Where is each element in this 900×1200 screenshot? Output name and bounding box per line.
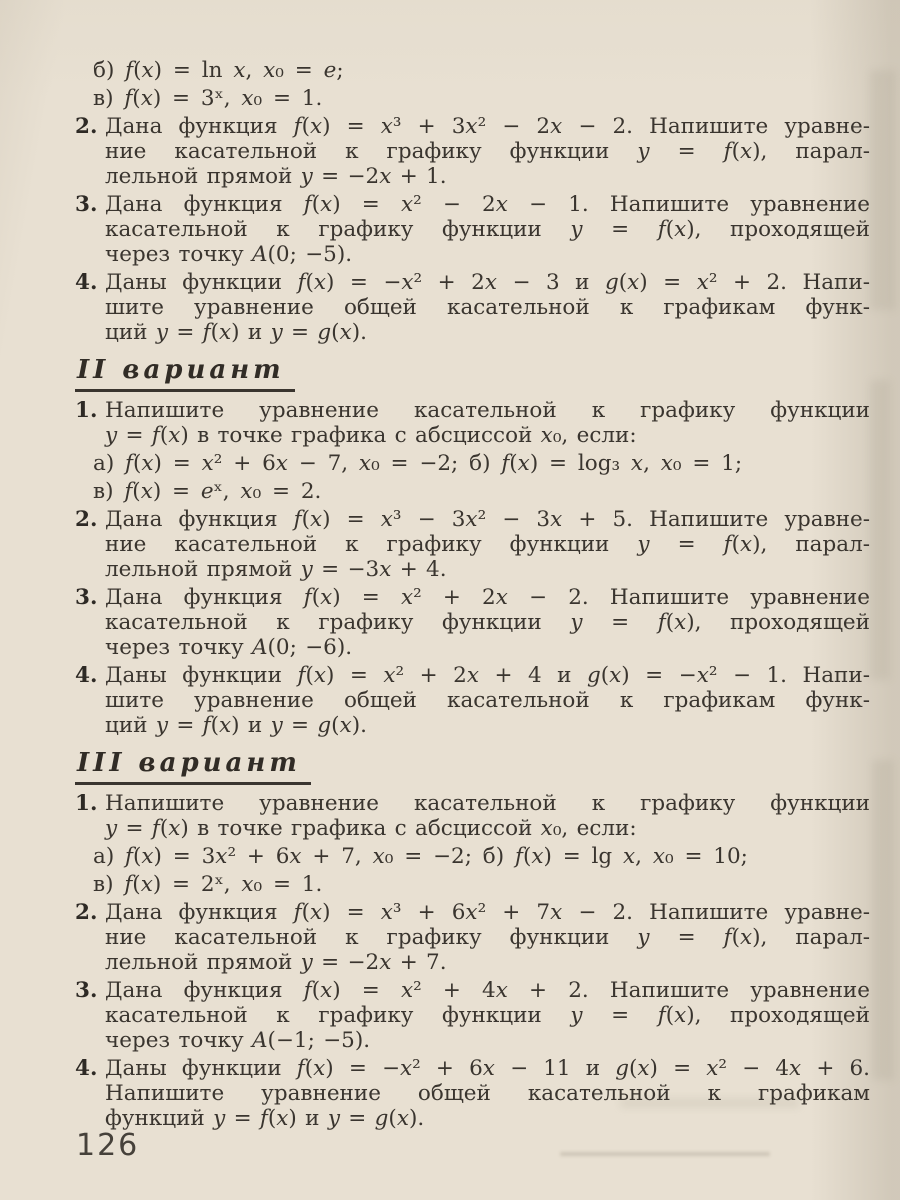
problem-item bbox=[75, 585, 870, 660]
problem-subitem bbox=[93, 451, 870, 476]
text-line: ние касательной к графику функции y = f(x), парал- bbox=[105, 532, 870, 557]
problem-text bbox=[93, 479, 870, 504]
text-line: лельной прямой y = −3x + 4. bbox=[105, 557, 447, 582]
text-line: Дана функция f(x) = x² − 2x − 1. Напишите уравнение bbox=[105, 192, 870, 217]
problem-item bbox=[75, 1056, 870, 1131]
problem-number: 4. bbox=[75, 1056, 98, 1081]
problem-item bbox=[75, 663, 870, 738]
text-line: ние касательной к графику функции y = f(x), парал- bbox=[105, 925, 870, 950]
problem-number: 1. bbox=[75, 398, 98, 423]
text-line: Дана функция f(x) = x³ + 6x² + 7x − 2. Напишите уравне- bbox=[105, 900, 870, 925]
problems-text-column bbox=[75, 58, 870, 1134]
section-heading: II вариант bbox=[75, 356, 295, 392]
problem-text bbox=[105, 978, 870, 1053]
problem-item bbox=[75, 192, 870, 267]
problem-text bbox=[105, 192, 870, 267]
text-line: Даны функции f(x) = −x² + 2x − 3 и g(x) = x² + 2. Напи- bbox=[105, 270, 870, 295]
text-line: касательной к графику функции y = f(x), проходящей bbox=[105, 217, 870, 242]
text-line: а) f(x) = x² + 6x − 7, x₀ = −2; б) f(x) = log₃ x, x₀ = 1; bbox=[93, 451, 743, 476]
text-line: в) f(x) = 2ˣ, x₀ = 1. bbox=[93, 872, 323, 897]
problem-text bbox=[93, 86, 870, 111]
problem-number: 3. bbox=[75, 192, 98, 217]
text-line: касательной к графику функции y = f(x), проходящей bbox=[105, 610, 870, 635]
problem-text bbox=[93, 58, 870, 83]
text-line: шите уравнение общей касательной к графикам функ- bbox=[105, 688, 870, 713]
problem-item bbox=[75, 978, 870, 1053]
text-line: Даны функции f(x) = x² + 2x + 4 и g(x) = −x² − 1. Напи- bbox=[105, 663, 870, 688]
text-line: ние касательной к графику функции y = f(x), парал- bbox=[105, 139, 870, 164]
problem-item bbox=[75, 791, 870, 841]
text-line: лельной прямой y = −2x + 7. bbox=[105, 950, 447, 975]
page-number: 126 bbox=[76, 1128, 140, 1163]
problem-number: 2. bbox=[75, 114, 98, 139]
text-line: Напишите уравнение касательной к графику функции bbox=[105, 398, 870, 423]
problem-item bbox=[75, 900, 870, 975]
problem-subitem bbox=[93, 86, 870, 111]
problem-text bbox=[105, 585, 870, 660]
problem-number: 3. bbox=[75, 978, 98, 1003]
text-line: а) f(x) = 3x² + 6x + 7, x₀ = −2; б) f(x) = lg x, x₀ = 10; bbox=[93, 844, 748, 869]
text-line: Дана функция f(x) = x² + 4x + 2. Напишите уравнение bbox=[105, 978, 870, 1003]
problem-text bbox=[93, 451, 870, 476]
text-line: шите уравнение общей касательной к графикам функ- bbox=[105, 295, 870, 320]
problem-text bbox=[105, 114, 870, 189]
problem-item bbox=[75, 507, 870, 582]
problem-text bbox=[105, 791, 870, 841]
text-line: касательной к графику функции y = f(x), проходящей bbox=[105, 1003, 870, 1028]
text-line: функций y = f(x) и y = g(x). bbox=[105, 1106, 425, 1131]
problem-number: 2. bbox=[75, 900, 98, 925]
text-line: Дана функция f(x) = x³ − 3x² − 3x + 5. Напишите уравне- bbox=[105, 507, 870, 532]
problem-text bbox=[105, 507, 870, 582]
problem-item bbox=[75, 398, 870, 448]
problem-text bbox=[93, 844, 870, 869]
problem-subitem bbox=[93, 58, 870, 83]
text-line: б) f(x) = ln x, x₀ = e; bbox=[93, 58, 344, 83]
problem-text bbox=[105, 663, 870, 738]
problem-subitem bbox=[93, 479, 870, 504]
text-line: ций y = f(x) и y = g(x). bbox=[105, 320, 367, 345]
text-line: через точку A(−1; −5). bbox=[105, 1028, 371, 1053]
text-line: Напишите уравнение общей касательной к графикам bbox=[105, 1081, 870, 1106]
problem-number: 3. bbox=[75, 585, 98, 610]
problem-subitem bbox=[93, 872, 870, 897]
text-line: в) f(x) = eˣ, x₀ = 2. bbox=[93, 479, 322, 504]
problem-item bbox=[75, 270, 870, 345]
problem-item bbox=[75, 114, 870, 189]
section-heading: III вариант bbox=[75, 749, 311, 785]
problem-number: 1. bbox=[75, 791, 98, 816]
text-line: y = f(x) в точке графика с абсциссой x₀, если: bbox=[105, 423, 637, 448]
problem-text bbox=[105, 900, 870, 975]
problem-number: 4. bbox=[75, 270, 98, 295]
problem-subitem bbox=[93, 844, 870, 869]
text-line: Даны функции f(x) = −x² + 6x − 11 и g(x) = x² − 4x + 6. bbox=[105, 1056, 871, 1081]
text-line: лельной прямой y = −2x + 1. bbox=[105, 164, 447, 189]
text-line: через точку A(0; −6). bbox=[105, 635, 353, 660]
text-line: Дана функция f(x) = x² + 2x − 2. Напишите уравнение bbox=[105, 585, 870, 610]
scan-bleedthrough-artifact bbox=[870, 380, 890, 680]
text-line: Дана функция f(x) = x³ + 3x² − 2x − 2. Напишите уравне- bbox=[105, 114, 870, 139]
text-line: y = f(x) в точке графика с абсциссой x₀, если: bbox=[105, 816, 637, 841]
scan-bleedthrough-line bbox=[560, 1152, 770, 1156]
scan-bleedthrough-artifact bbox=[872, 760, 894, 1080]
scan-bleedthrough-artifact bbox=[870, 70, 896, 310]
text-line: ций y = f(x) и y = g(x). bbox=[105, 713, 367, 738]
text-line: в) f(x) = 3ˣ, x₀ = 1. bbox=[93, 86, 323, 111]
problem-text bbox=[105, 1056, 870, 1131]
text-line: Напишите уравнение касательной к графику функции bbox=[105, 791, 870, 816]
problem-number: 4. bbox=[75, 663, 98, 688]
problem-text bbox=[93, 872, 870, 897]
problem-text bbox=[105, 270, 870, 345]
problem-text bbox=[105, 398, 870, 448]
text-line: через точку A(0; −5). bbox=[105, 242, 353, 267]
problem-number: 2. bbox=[75, 507, 98, 532]
